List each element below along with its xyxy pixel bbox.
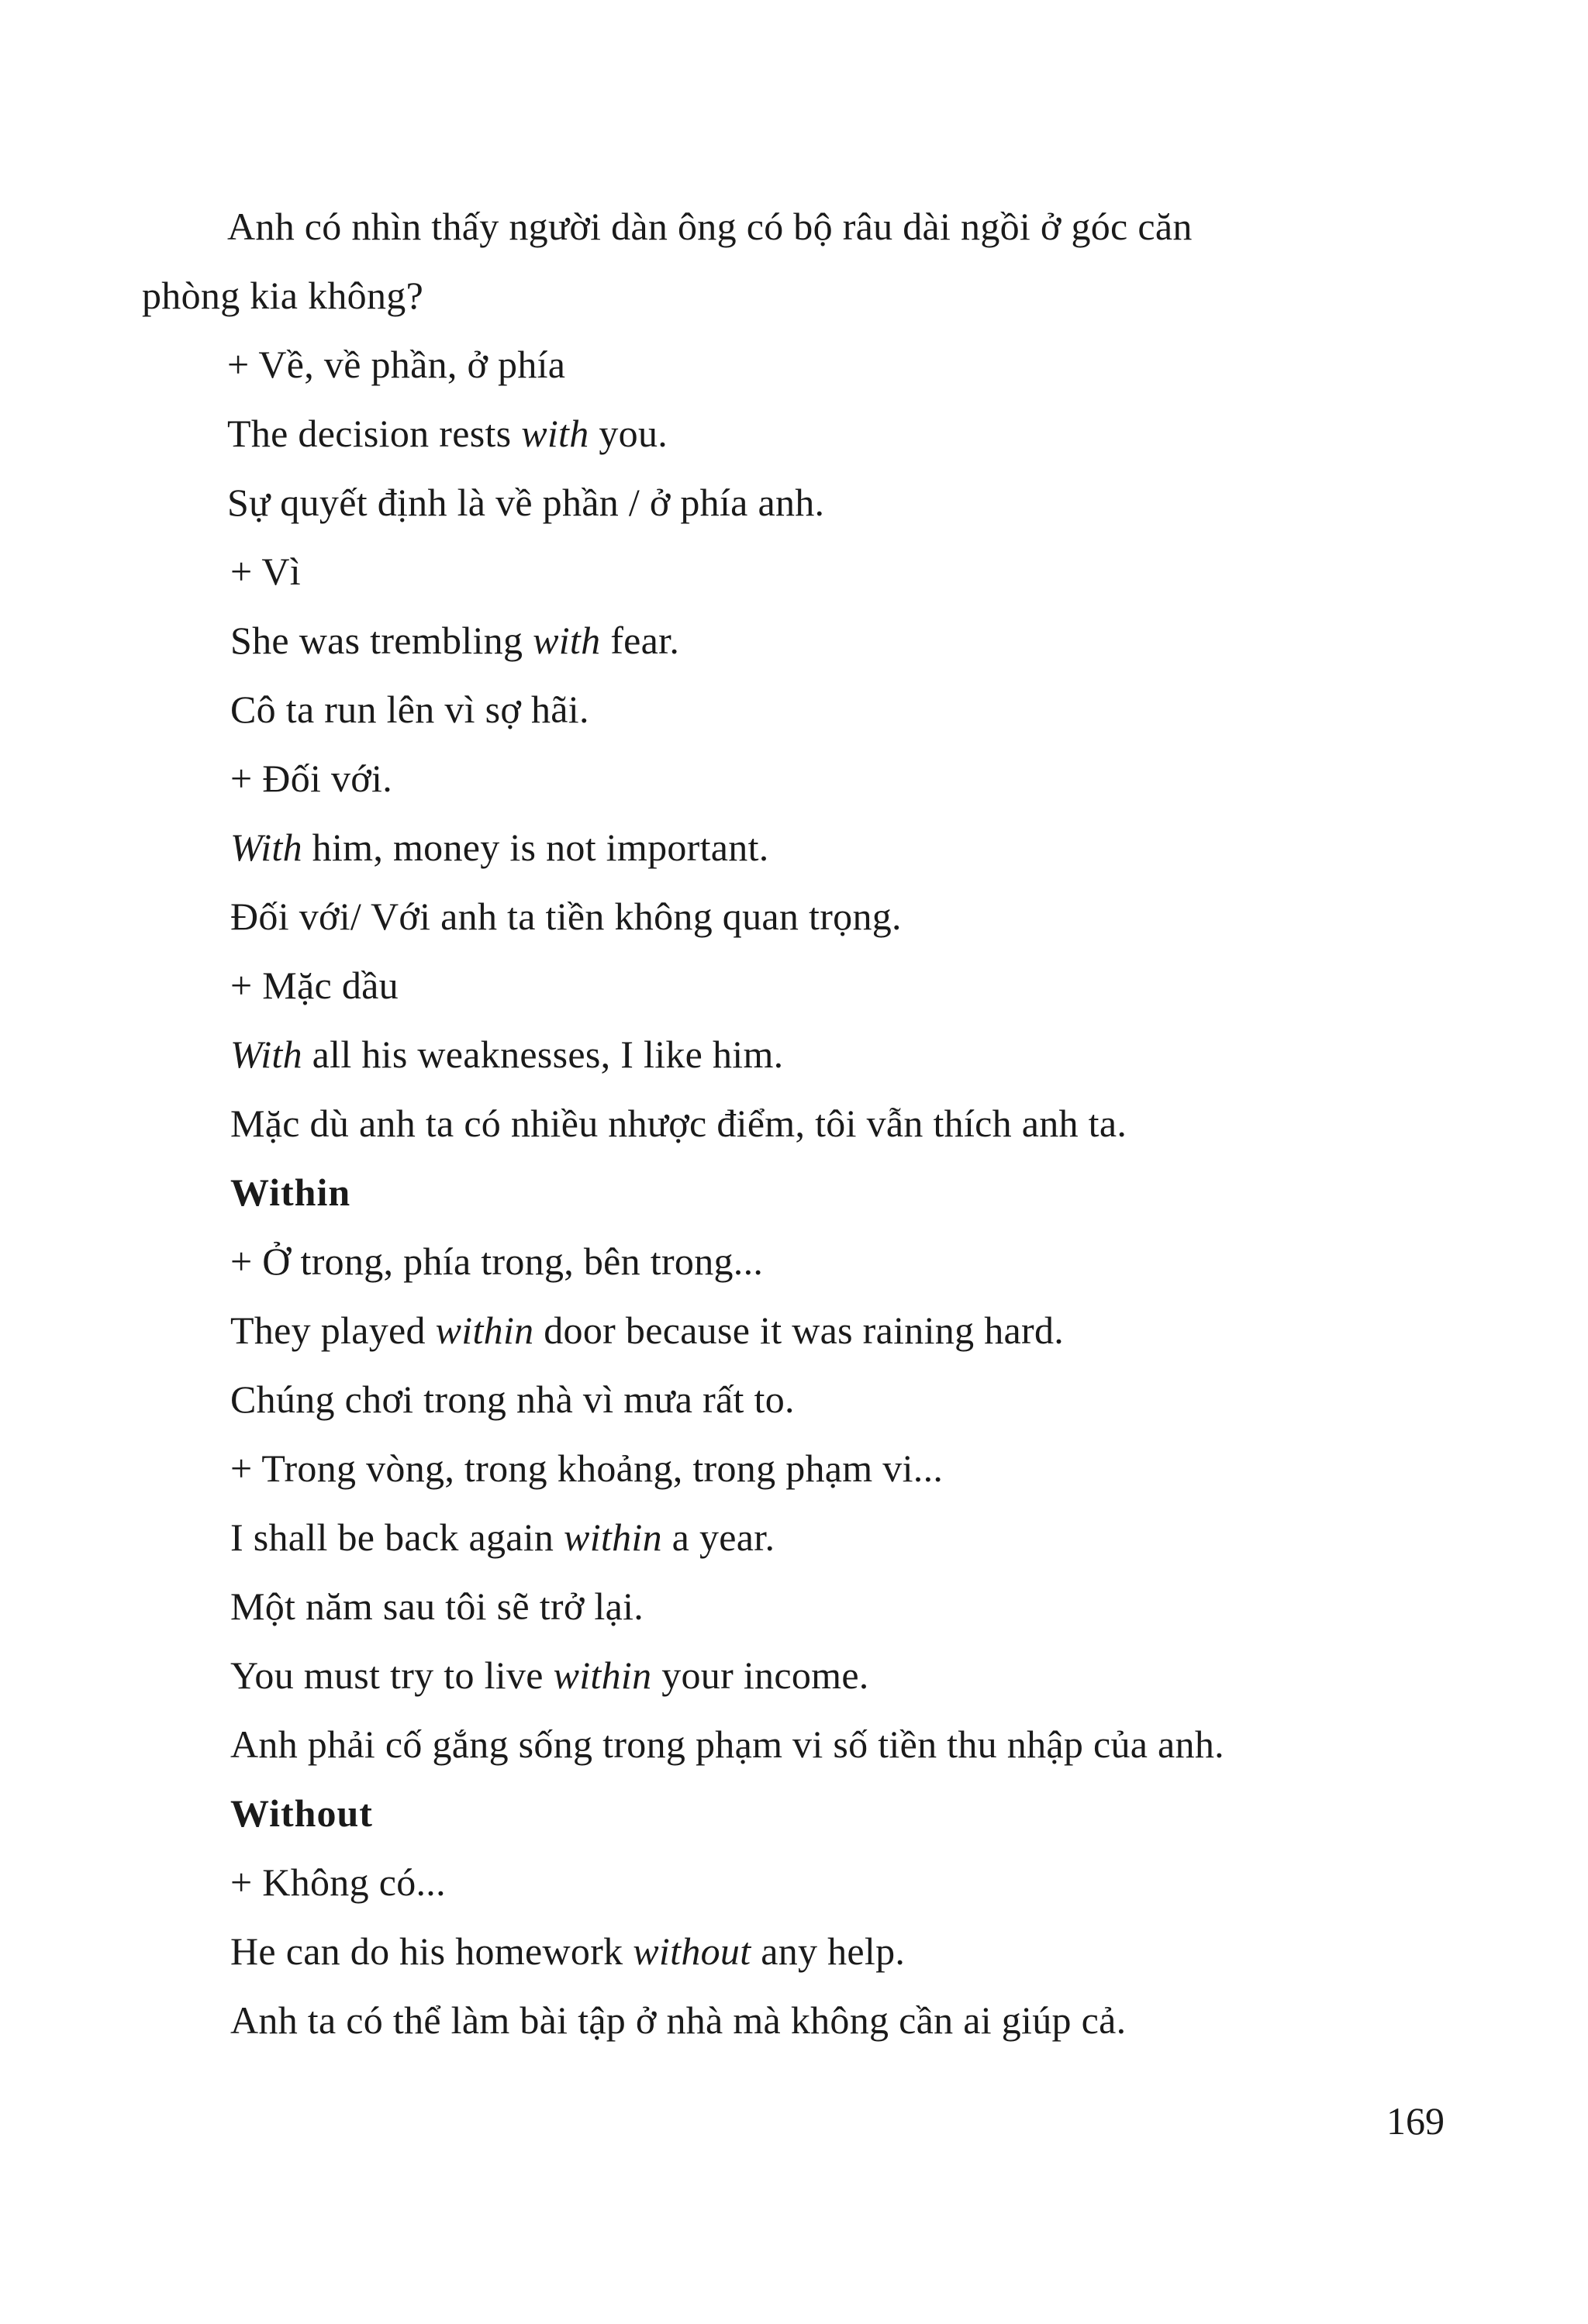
text-line: You must try to live within your income. bbox=[230, 1653, 869, 1697]
text-line: Anh phải cố gắng sống trong phạm vi số tiền thu nhập của anh. bbox=[230, 1722, 1224, 1766]
text-line: Anh có nhìn thấy người dàn ông có bộ râu dài ngồi ở góc căn bbox=[227, 205, 1193, 248]
text-line: phòng kia không? bbox=[142, 274, 424, 317]
text-line: He can do his homework without any help. bbox=[230, 1929, 906, 1973]
text-line: With him, money is not important. bbox=[230, 826, 769, 869]
text-line: + Vì bbox=[230, 550, 301, 593]
text-line: Anh ta có thể làm bài tập ở nhà mà không cần ai giúp cả. bbox=[230, 1998, 1127, 2042]
text-line: + Ở trong, phía trong, bên trong... bbox=[230, 1240, 764, 1283]
text-line: + Về, về phần, ở phía bbox=[227, 343, 566, 386]
text-line: She was trembling with fear. bbox=[230, 619, 680, 662]
text-line: I shall be back again within a year. bbox=[230, 1515, 775, 1559]
text-line: + Không có... bbox=[230, 1860, 446, 1904]
text-line: + Mặc dầu bbox=[230, 964, 399, 1007]
text-line: Đối với/ Với anh ta tiền không quan trọng. bbox=[230, 895, 902, 938]
section-heading: Within bbox=[230, 1171, 351, 1214]
text-line: Chúng chơi trong nhà vì mưa rất to. bbox=[230, 1378, 795, 1421]
text-line: The decision rests with you. bbox=[227, 412, 668, 455]
text-line: + Trong vòng, trong khoảng, trong phạm vi... bbox=[230, 1446, 944, 1490]
text-line: Một năm sau tôi sẽ trở lại. bbox=[230, 1584, 644, 1628]
text-line: With all his weaknesses, I like him. bbox=[230, 1033, 784, 1076]
text-line: Cô ta run lên vì sợ hãi. bbox=[230, 688, 589, 731]
section-heading: Without bbox=[230, 1791, 373, 1835]
text-line: Sự quyết định là về phần / ở phía anh. bbox=[227, 481, 825, 524]
text-line: Mặc dù anh ta có nhiều nhược điểm, tôi vẫn thích anh ta. bbox=[230, 1102, 1127, 1145]
text-line: They played within door because it was raining hard. bbox=[230, 1309, 1065, 1352]
text-line: + Đối với. bbox=[230, 757, 393, 800]
page-number: 169 bbox=[1386, 2099, 1445, 2143]
